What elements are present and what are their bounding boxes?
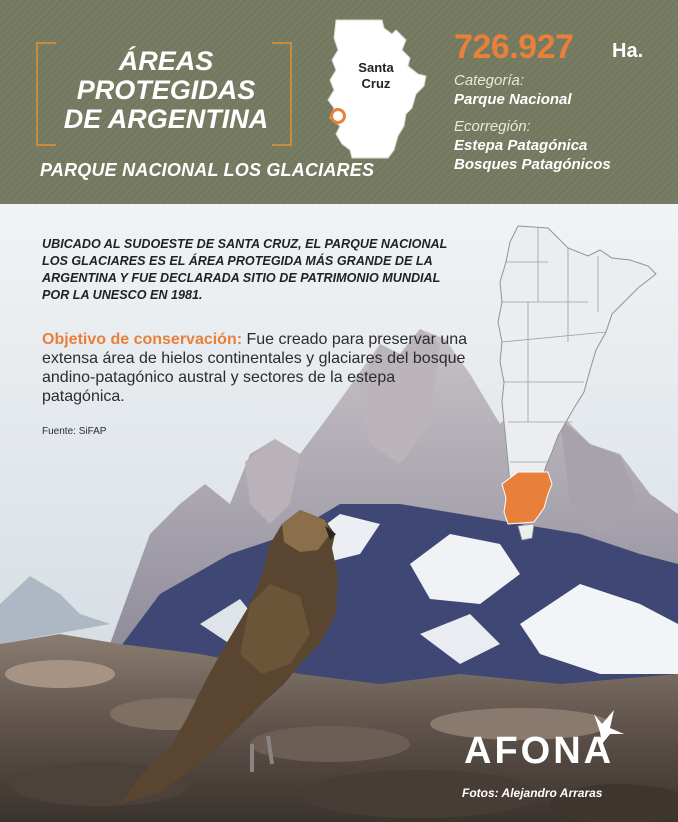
title-line-3: DE ARGENTINA (63, 104, 269, 134)
logo-text: AFONA (464, 730, 615, 772)
argentina-map-icon (488, 222, 660, 558)
source-text: Fuente: SiFAP (42, 426, 107, 437)
objective-label: Objetivo de conservación: (42, 331, 243, 348)
objective-paragraph (42, 330, 472, 406)
intro-text: UBICADO AL SUDOESTE DE SANTA CRUZ, EL PARQUE NACIONAL LOS GLACIARES ES EL ÁREA PROTEGIDA MÁS GRANDE DE LA ARGENTINA Y FUE DECLARADA SITIO DE PATRIMONIO MUNDIAL POR LA UNESCO EN 1981. (42, 237, 448, 302)
ecoregion-value-2: Bosques Patagónicos (454, 156, 611, 173)
area-value: 726.927 (454, 28, 574, 66)
area-unit: Ha. (612, 40, 644, 62)
park-name: PARQUE NACIONAL LOS GLACIARES (40, 160, 375, 180)
title-line-2: PROTEGIDAS (76, 75, 256, 105)
objective-text: Fue creado para preservar una extensa área de hielos continentales y glaciares del bosque andino-patagónico austral y sectores de la estepa patagónica. (42, 331, 468, 405)
photo-credit: Fotos: Alejandro Arraras (462, 786, 603, 800)
title-line-1: ÁREAS (118, 46, 214, 76)
page-title (46, 47, 286, 134)
province-label (346, 60, 406, 92)
province-line-1: Santa (358, 60, 394, 75)
category-label: Categoría: (454, 72, 525, 89)
ecoregion-label: Ecorregión: (454, 118, 531, 135)
ecoregion-value-1: Estepa Patagónica (454, 137, 588, 154)
header-band (0, 0, 678, 204)
category-value: Parque Nacional (454, 91, 572, 108)
province-line-2: Cruz (361, 76, 391, 91)
